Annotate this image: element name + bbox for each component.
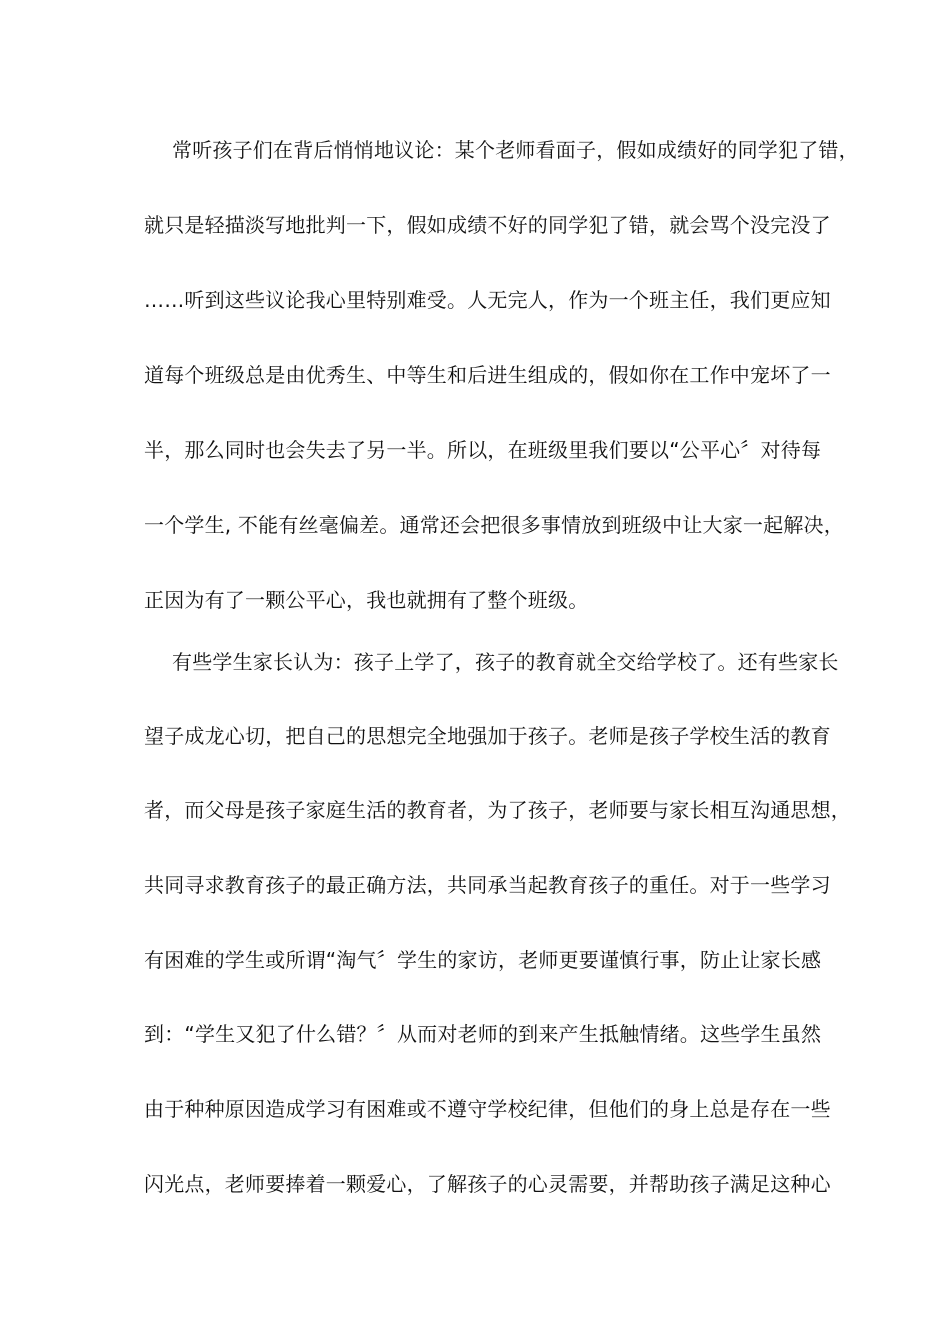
paragraph-2-line-6: 到：“学生又犯了什么错？〞从而对老师的到来产生抵触情绪。这些学生虽然 [144, 1022, 822, 1046]
paragraph-1-line-6: 一个学生, 不能有丝毫偏差。通常还会把很多事情放到班级中让大家一起解决， [144, 513, 844, 537]
paragraph-2-line-3: 者，而父母是孩子家庭生活的教育者，为了孩子，老师要与家长相互沟通思想， [144, 798, 851, 822]
paragraph-2-line-2: 望子成龙心切，把自己的思想完全地强加于孩子。老师是孩子学校生活的教育 [144, 724, 831, 748]
paragraph-1-line-1: 常听孩子们在背后悄悄地议论：某个老师看面子，假如成绩好的同学犯了错， [172, 138, 859, 162]
paragraph-2-line-1: 有些学生家长认为：孩子上学了，孩子的教育就全交给学校了。还有些家长 [172, 650, 839, 674]
paragraph-2-line-4: 共同寻求教育孩子的最正确方法，共同承当起教育孩子的重任。对于一些学习 [144, 873, 831, 897]
paragraph-1-line-7: 正因为有了一颗公平心，我也就拥有了整个班级。 [144, 588, 589, 612]
paragraph-1-line-2: 就只是轻描淡写地批判一下，假如成绩不好的同学犯了错，就会骂个没完没了 [144, 213, 831, 237]
paragraph-1-line-4: 道每个班级总是由优秀生、中等生和后进生组成的，假如你在工作中宠坏了一 [144, 363, 831, 387]
paragraph-2-line-8: 闪光点，老师要捧着一颗爱心，了解孩子的心灵需要，并帮助孩子满足这种心 [144, 1172, 831, 1196]
paragraph-1-line-5: 半，那么同时也会失去了另一半。所以，在班级里我们要以“公平心〞对待每 [144, 438, 822, 462]
paragraph-2-line-5: 有困难的学生或所谓“淘气〞学生的家访，老师更要谨慎行事，防止让家长感 [144, 948, 822, 972]
paragraph-1-line-3: ……听到这些议论我心里特别难受。人无完人，作为一个班主任，我们更应知 [144, 288, 831, 312]
paragraph-2-line-7: 由于种种原因造成学习有困难或不遵守学校纪律，但他们的身上总是存在一些 [144, 1097, 831, 1121]
